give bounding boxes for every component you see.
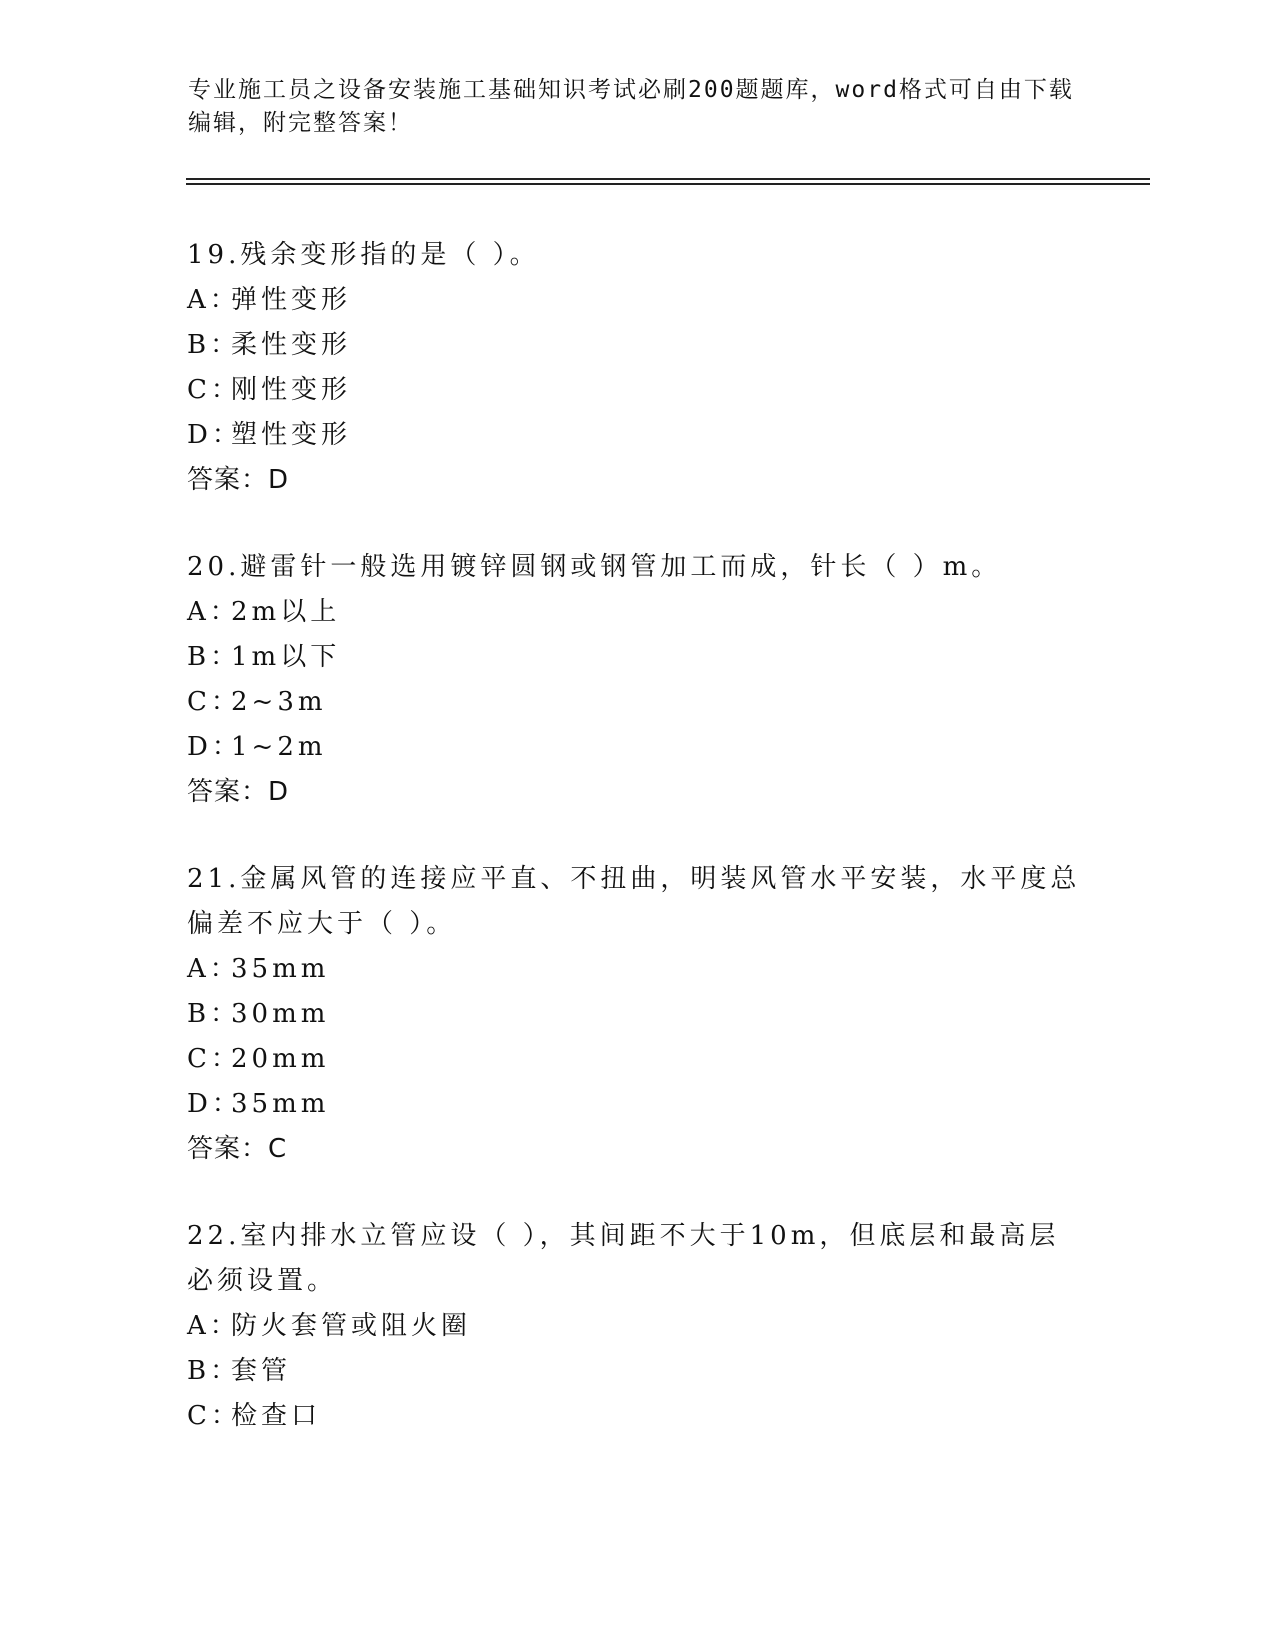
option-key: D： (187, 1089, 242, 1119)
option-text: 30mm (231, 999, 330, 1029)
option-b (187, 635, 1087, 680)
option-text: 弹性变形 (231, 285, 352, 315)
option-text: 刚性变形 (231, 375, 352, 405)
option-b (187, 1349, 1087, 1394)
option-a (187, 1304, 1087, 1349)
option-key: C： (187, 375, 241, 405)
question-stem: 室内排水立管应设（ ），其间距不大于10m，但底层和最高层必须设置。 (187, 1221, 1060, 1296)
document-header (188, 74, 1088, 140)
option-c (187, 368, 1087, 413)
question-20 (187, 545, 1087, 815)
option-a (187, 947, 1087, 992)
option-text: 35mm (231, 954, 330, 984)
header-title-line-1: 专业施工员之设备安装施工基础知识考试必刷200题题库，word格式可自由下载 (188, 77, 1074, 103)
option-d (187, 413, 1087, 458)
header-divider-top (186, 178, 1150, 180)
question-19 (187, 233, 1087, 503)
option-a (187, 590, 1087, 635)
question-number: 20. (187, 552, 241, 582)
question-text (187, 545, 1087, 590)
option-key: C： (187, 687, 241, 717)
answer-label: 答案：D (187, 777, 290, 807)
question-stem: 金属风管的连接应平直、不扭曲，明装风管水平安装，水平度总偏差不应大于（ ）。 (187, 864, 1081, 939)
option-text: 柔性变形 (231, 330, 352, 360)
option-key: B： (187, 642, 241, 672)
question-21 (187, 857, 1087, 1172)
option-d (187, 1082, 1087, 1127)
option-key: C： (187, 1044, 241, 1074)
question-number: 22. (187, 1221, 241, 1251)
question-text (187, 1214, 1087, 1304)
header-divider-bottom (186, 183, 1150, 185)
question-list (187, 233, 1087, 1481)
option-text: 1~2m (231, 732, 327, 762)
option-key: B： (187, 330, 241, 360)
option-key: D： (187, 732, 242, 762)
option-key: D： (187, 420, 242, 450)
option-b (187, 992, 1087, 1037)
option-c (187, 1037, 1087, 1082)
question-text (187, 857, 1087, 947)
answer-label: 答案：D (187, 465, 290, 495)
question-22 (187, 1214, 1087, 1439)
question-text (187, 233, 1087, 278)
option-c (187, 680, 1087, 725)
option-key: A： (187, 1311, 240, 1341)
option-text: 35mm (231, 1089, 330, 1119)
option-key: A： (187, 597, 240, 627)
option-text: 2~3m (231, 687, 327, 717)
answer-label: 答案：C (187, 1134, 288, 1164)
option-text: 塑性变形 (231, 420, 352, 450)
option-d (187, 725, 1087, 770)
option-text: 1m以下 (231, 642, 341, 672)
question-number: 21. (187, 864, 241, 894)
option-text: 2m以上 (231, 597, 341, 627)
header-title-line-2: 编辑，附完整答案！ (188, 110, 413, 136)
question-stem: 避雷针一般选用镀锌圆钢或钢管加工而成，针长（ ）m。 (240, 552, 1002, 582)
option-key: B： (187, 1356, 241, 1386)
option-text: 20mm (231, 1044, 330, 1074)
option-key: A： (187, 285, 240, 315)
option-text: 检查口 (231, 1401, 322, 1431)
question-number: 19. (187, 240, 241, 270)
option-text: 防火套管或阻火圈 (231, 1311, 472, 1341)
option-key: A： (187, 954, 240, 984)
option-c (187, 1394, 1087, 1439)
option-a (187, 278, 1087, 323)
option-key: C： (187, 1401, 241, 1431)
option-b (187, 323, 1087, 368)
option-text: 套管 (231, 1356, 292, 1386)
question-stem: 残余变形指的是（ ）。 (240, 240, 540, 270)
option-key: B： (187, 999, 241, 1029)
